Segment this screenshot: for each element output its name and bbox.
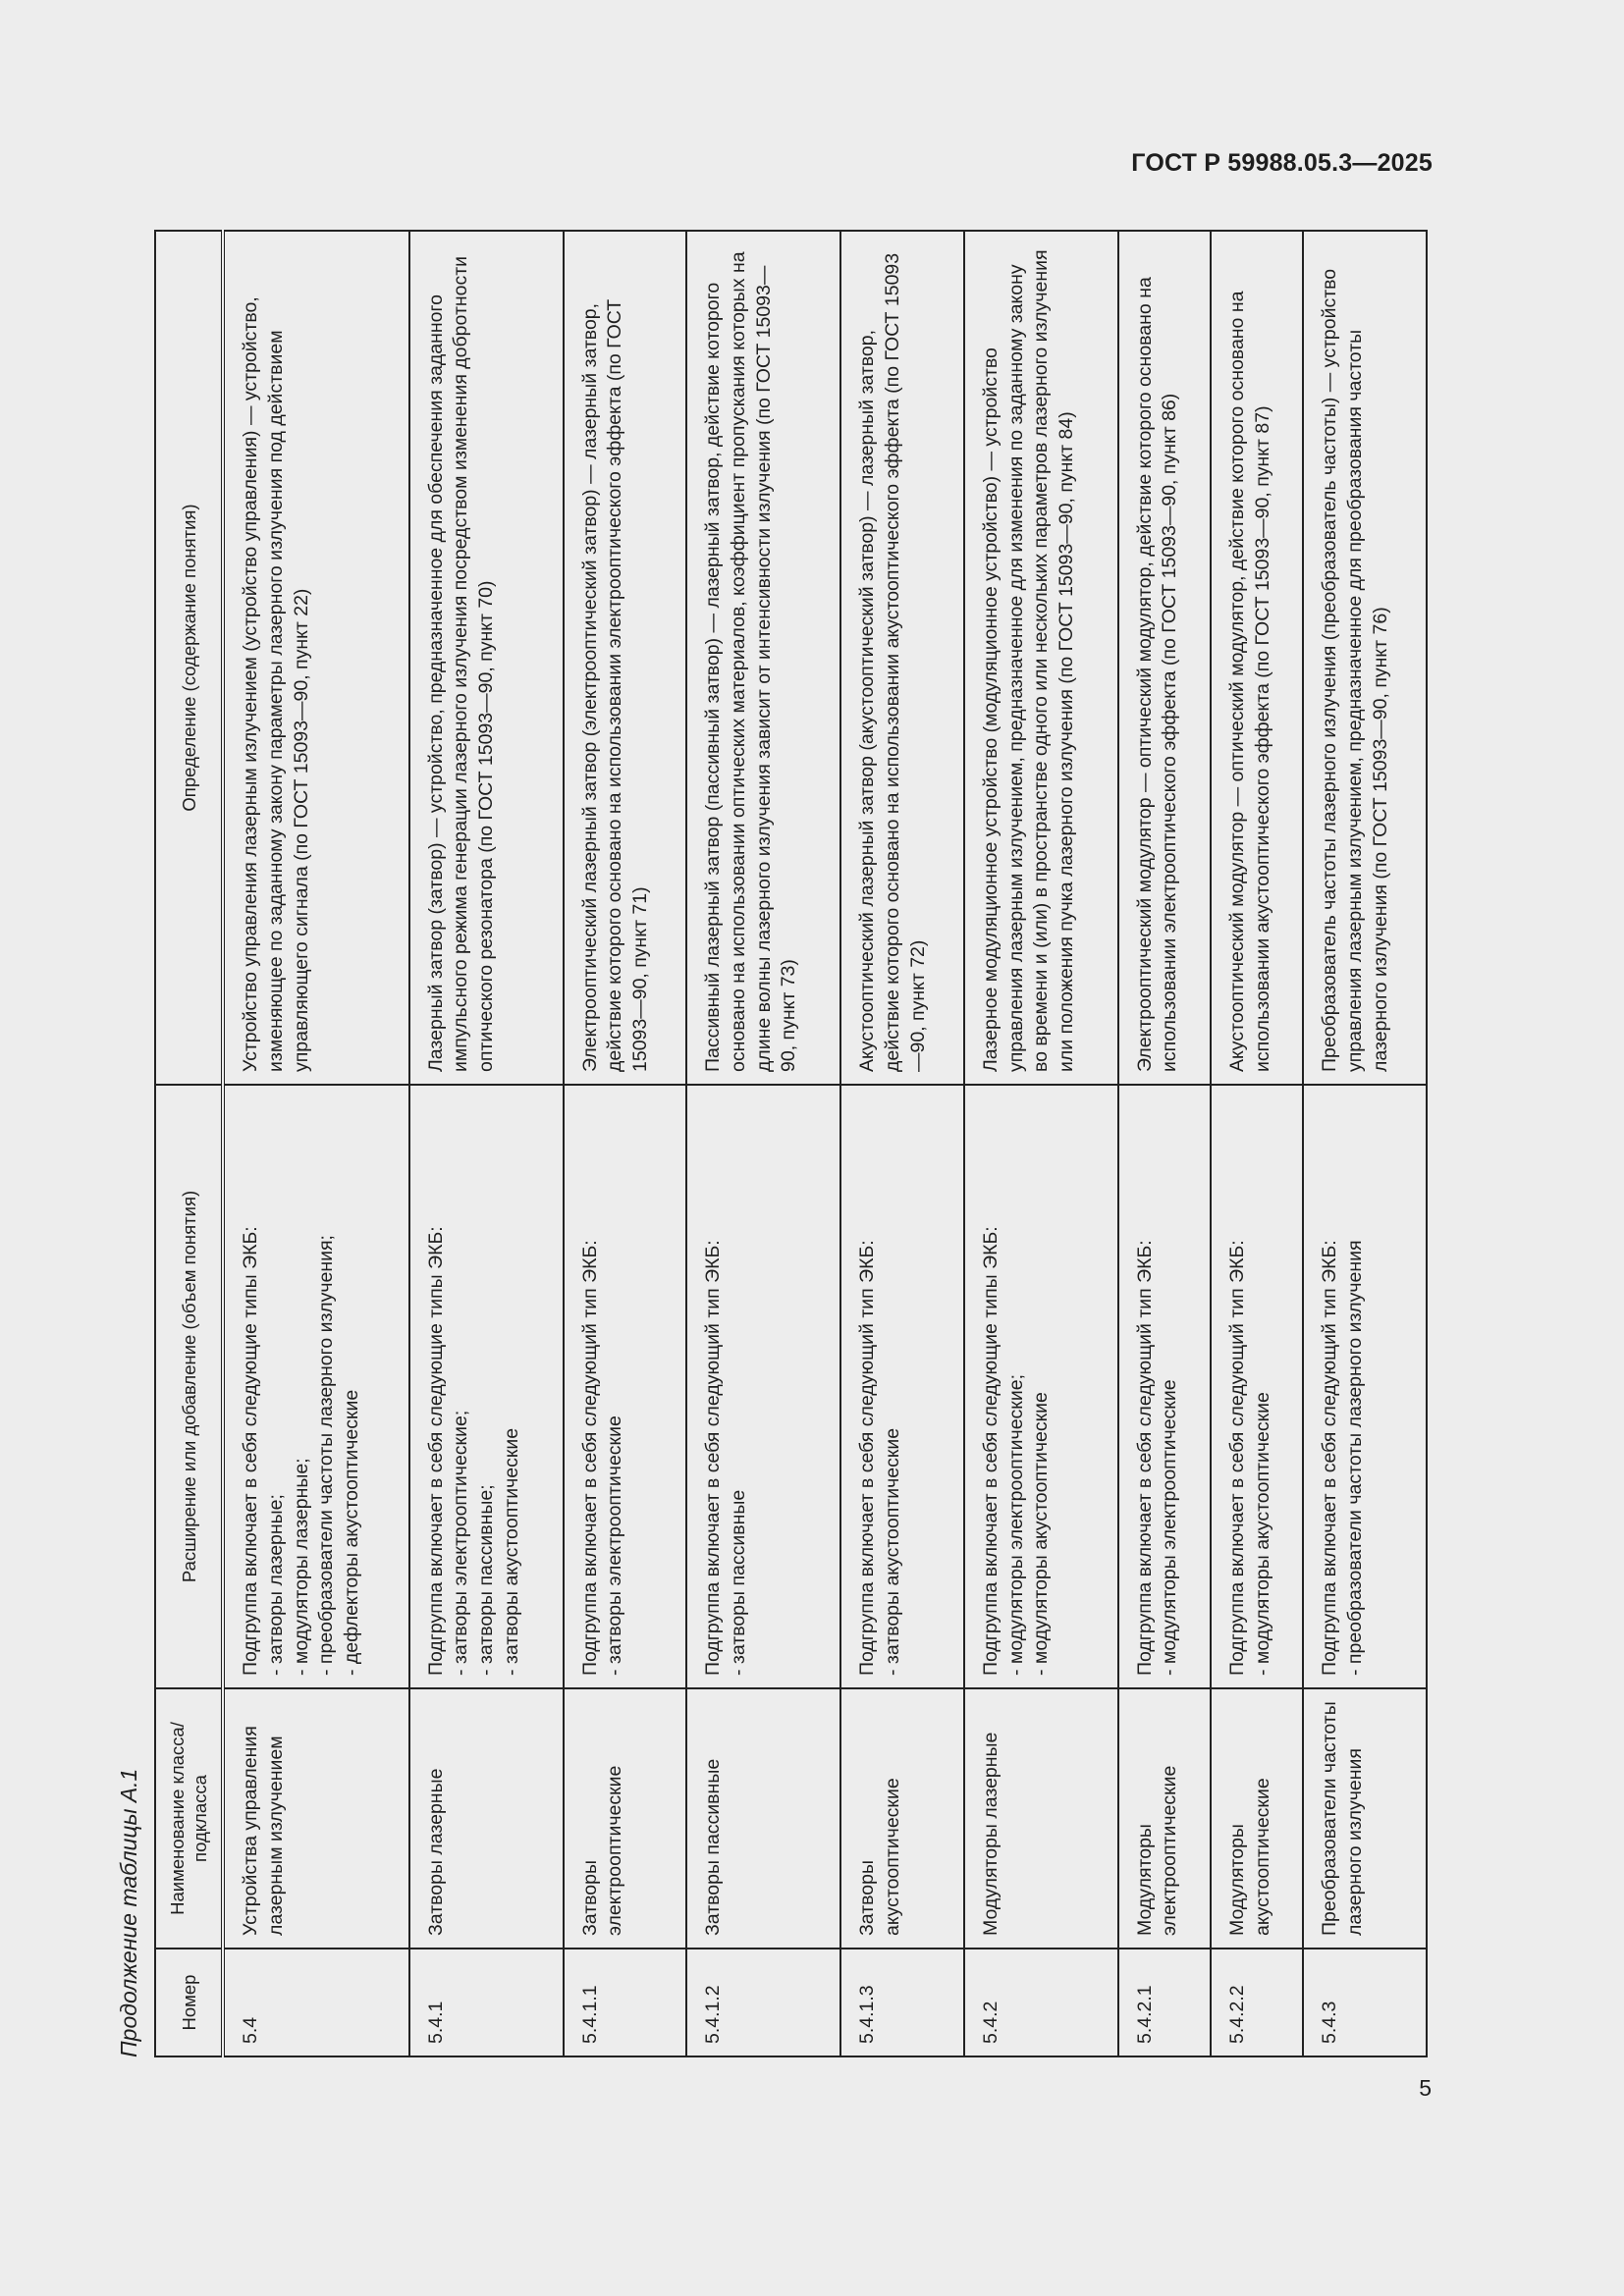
cell-definition: Электрооптический лазерный затвор (электрооптический затвор) — лазерный затвор, действие которого основано на использовании электрооптического эффекта (по ГОСТ 15093—90, пункт 71) [564, 231, 687, 1085]
cell-extension [564, 1085, 687, 1688]
cell-extension [1211, 1085, 1303, 1688]
cell-name: Преобразователи частоты лазерного излучения [1303, 1688, 1427, 1949]
cell-definition: Преобразователь частоты лазерного излучения (преобразователь частоты) — устройство управления лазерным излучением, предназначенное для преобразования частоты лазерного излучения (по ГОСТ 15093—90, пункт 76) [1303, 231, 1427, 1085]
cell-definition: Лазерный затвор (затвор) — устройство, предназначенное для обеспечения заданного импульсного режима генерации лазерного излучения посредством изменения добротности оптического резонатора (по ГОСТ 15093—90, пункт 70) [409, 231, 564, 1085]
extension-intro: Подгруппа включает в себя следующие типы ЭКБ: [979, 1226, 1001, 1676]
table-row [223, 231, 408, 2056]
cell-extension [1303, 1085, 1427, 1688]
extension-item: - модуляторы акустооптические [1251, 1392, 1273, 1676]
cell-definition: Акустооптический лазерный затвор (акустооптический затвор) — лазерный затвор, действие которого основано на использовании акустооптического эффекта (по ГОСТ 15093—90, пункт 72) [840, 231, 964, 1085]
extension-item: - затворы акустооптические [500, 1427, 522, 1676]
cell-number: 5.4.2.1 [1118, 1949, 1211, 2056]
extension-item: - модуляторы лазерные; [290, 1458, 312, 1676]
extension-item: - затворы электрооптические [604, 1415, 626, 1676]
table-row [1118, 231, 1211, 2056]
column-header-name: Наименование класса/подкласса [155, 1688, 223, 1949]
extension-item: - дефлекторы акустооптические [341, 1389, 363, 1676]
extension-intro: Подгруппа включает в себя следующий тип ЭКБ: [1319, 1240, 1341, 1676]
extension-intro: Подгруппа включает в себя следующие типы ЭКБ: [240, 1226, 262, 1676]
cell-definition: Электрооптический модулятор — оптический модулятор, действие которого основано на использовании электрооптического эффекта (по ГОСТ 15093—90, пункт 86) [1118, 231, 1211, 1085]
cell-extension [840, 1085, 964, 1688]
extension-item: - затворы пассивные; [475, 1484, 498, 1676]
cell-number: 5.4 [223, 1949, 408, 2056]
document-header: ГОСТ Р 59988.05.3—2025 [1131, 149, 1433, 177]
cell-name: Затворы электрооптические [564, 1688, 687, 1949]
classification-table [154, 230, 1428, 2057]
cell-definition: Лазерное модуляционное устройство (модуляционное устройство) — устройство управления лазерным излучением, предназначенное для изменения по заданному закону во времени и (или) в пространстве одного или нескольких параметров лазерного излучения или положения пучка лазерного излучения (по ГОСТ 15093—90, пункт 84) [964, 231, 1118, 1085]
column-header-extension: Расширение или добавление (объем понятия) [155, 1085, 223, 1688]
table-row [964, 231, 1118, 2056]
rotated-table-container [154, 232, 1428, 2057]
table-row [686, 231, 840, 2056]
extension-intro: Подгруппа включает в себя следующий тип ЭКБ: [702, 1240, 725, 1676]
cell-number: 5.4.2.2 [1211, 1949, 1303, 2056]
table-row [564, 231, 687, 2056]
extension-intro: Подгруппа включает в себя следующие типы ЭКБ: [424, 1226, 447, 1676]
extension-item: - модуляторы электрооптические [1159, 1379, 1181, 1676]
cell-extension [686, 1085, 840, 1688]
extension-intro: Подгруппа включает в себя следующий тип ЭКБ: [1133, 1240, 1156, 1676]
extension-item: - модуляторы электрооптические; [1004, 1374, 1027, 1676]
column-header-number: Номер [155, 1949, 223, 2056]
cell-extension [223, 1085, 408, 1688]
table-row [1303, 231, 1427, 2056]
extension-item: - модуляторы акустооптические [1030, 1392, 1053, 1676]
cell-name: Затворы пассивные [686, 1688, 840, 1949]
table-caption: Продолжение таблицы А.1 [116, 1768, 141, 2057]
extension-intro: Подгруппа включает в себя следующий тип ЭКБ: [578, 1240, 601, 1676]
extension-item: - затворы акустооптические [881, 1427, 903, 1676]
extension-item: - затворы электрооптические; [450, 1410, 472, 1676]
cell-definition: Устройство управления лазерным излучением (устройство управления) — устройство, изменяющее по заданному закону параметры лазерного излучения под действием управляющего сигнала (по ГОСТ 15093—90, пункт 22) [223, 231, 408, 1085]
cell-number: 5.4.1.2 [686, 1949, 840, 2056]
cell-number: 5.4.3 [1303, 1949, 1427, 2056]
table-row [409, 231, 564, 2056]
extension-item: - преобразователи частоты лазерного излучения; [315, 1235, 338, 1676]
table-row [840, 231, 964, 2056]
page-number: 5 [1419, 2075, 1432, 2101]
cell-name: Модуляторы лазерные [964, 1688, 1118, 1949]
table-row [1211, 231, 1303, 2056]
column-header-definition: Определение (содержание понятия) [155, 231, 223, 1085]
extension-item: - преобразователи частоты лазерного излучения [1344, 1240, 1367, 1676]
cell-extension [409, 1085, 564, 1688]
cell-definition: Пассивный лазерный затвор (пассивный затвор) — лазерный затвор, действие которого основано на использовании оптических материалов, коэффициент пропускания которых на длине волны лазерного излучения зависит от интенсивности излучения (по ГОСТ 15093—90, пункт 73) [686, 231, 840, 1085]
cell-name: Модуляторы электрооптические [1118, 1688, 1211, 1949]
cell-name: Затворы акустооптические [840, 1688, 964, 1949]
cell-extension [1118, 1085, 1211, 1688]
cell-definition: Акустооптический модулятор — оптический модулятор, действие которого основано на использовании акустооптического эффекта (по ГОСТ 15093—90, пункт 87) [1211, 231, 1303, 1085]
cell-name: Затворы лазерные [409, 1688, 564, 1949]
cell-name: Устройства управления лазерным излучением [223, 1688, 408, 1949]
extension-item: - затворы лазерные; [264, 1494, 287, 1676]
cell-name: Модуляторы акустооптические [1211, 1688, 1303, 1949]
extension-intro: Подгруппа включает в себя следующий тип ЭКБ: [1226, 1240, 1249, 1676]
extension-intro: Подгруппа включает в себя следующий тип ЭКБ: [856, 1240, 879, 1676]
cell-number: 5.4.1.3 [840, 1949, 964, 2056]
cell-extension [964, 1085, 1118, 1688]
cell-number: 5.4.1.1 [564, 1949, 687, 2056]
table-header-row [155, 231, 223, 2056]
cell-number: 5.4.2 [964, 1949, 1118, 2056]
extension-item: - затворы пассивные [728, 1489, 749, 1676]
cell-number: 5.4.1 [409, 1949, 564, 2056]
